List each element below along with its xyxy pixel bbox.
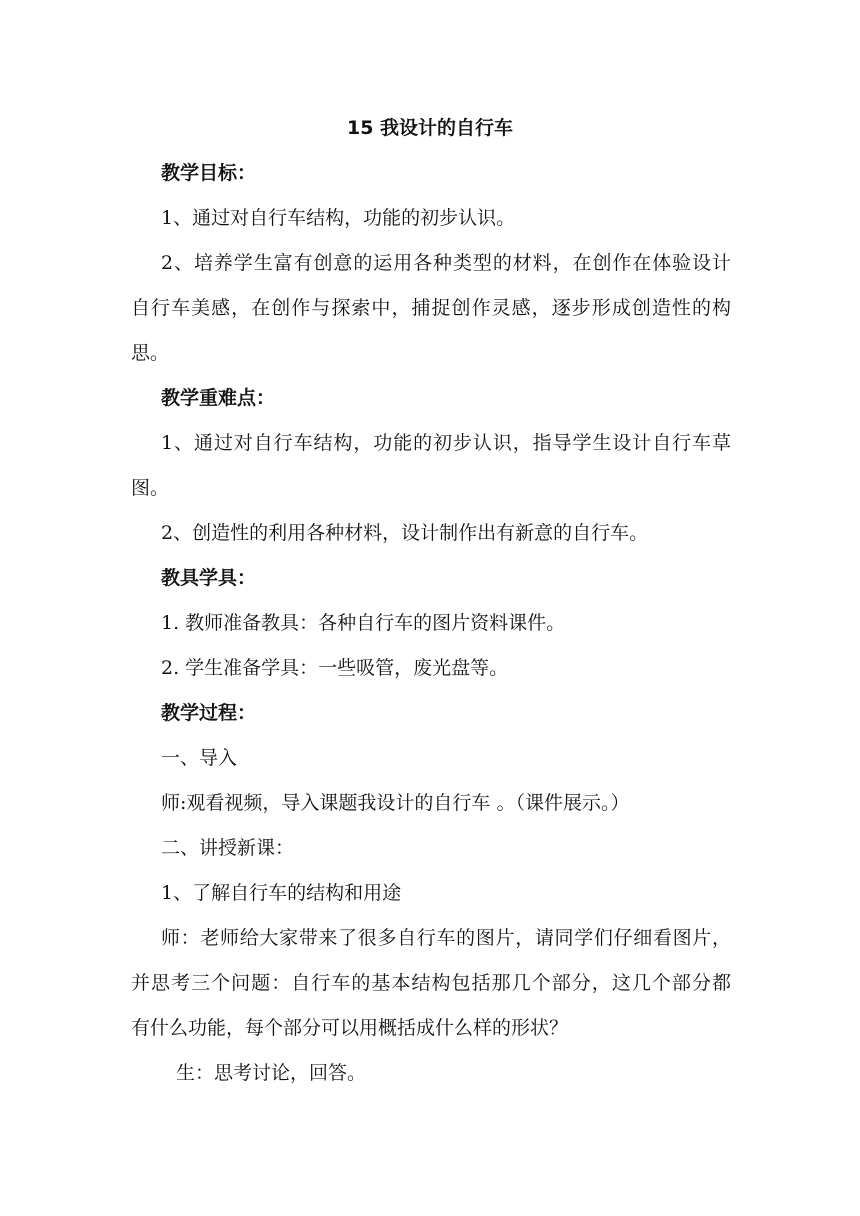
goal-2-line-3: 思。 (131, 342, 170, 364)
goals-heading: 教学目标： (161, 162, 257, 184)
student-line: 生：思考讨论，回答。 (176, 1062, 367, 1084)
key-1-line-2: 图。 (131, 477, 170, 499)
key-2: 2、创造性的利用各种材料，设计制作出有新意的自行车。 (161, 522, 649, 544)
tool-1: 1. 教师准备教具：各种自行车的图片资料课件。 (161, 612, 566, 634)
key-points-heading: 教学重难点： (161, 387, 276, 409)
tools-heading: 教具学具： (161, 567, 257, 589)
teacher-line-1: 师：老师给大家带来了很多自行车的图片，请同学们仔细看图片， (161, 927, 731, 949)
step-1-text: 师:观看视频，导入课题我设计的自行车 。（课件展示。） (161, 792, 630, 814)
step-2-1: 1、了解自行车的结构和用途 (161, 882, 402, 904)
teacher-line-3: 有什么功能，每个部分可以用概括成什么样的形状？ (131, 1017, 569, 1039)
teacher-line-2: 并思考三个问题：自行车的基本结构包括那几个部分，这几个部分都 (131, 972, 731, 994)
key-1-line-1: 1、通过对自行车结构，功能的初步认识，指导学生设计自行车草 (161, 432, 731, 454)
process-heading: 教学过程： (161, 702, 257, 724)
tool-2: 2. 学生准备学具：一些吸管，废光盘等。 (161, 657, 509, 679)
step-1: 一、导入 (161, 747, 238, 769)
goal-2-line-1: 2、培养学生富有创意的运用各种类型的材料，在创作在体验设计 (161, 252, 731, 274)
step-2: 二、讲授新课： (161, 837, 295, 859)
goal-2-line-2: 自行车美感，在创作与探索中，捕捉创作灵感，逐步形成创造性的构 (131, 297, 731, 319)
document-title: 15 我设计的自行车 (346, 117, 514, 139)
goal-1: 1、通过对自行车结构，功能的初步认识。 (161, 207, 516, 229)
